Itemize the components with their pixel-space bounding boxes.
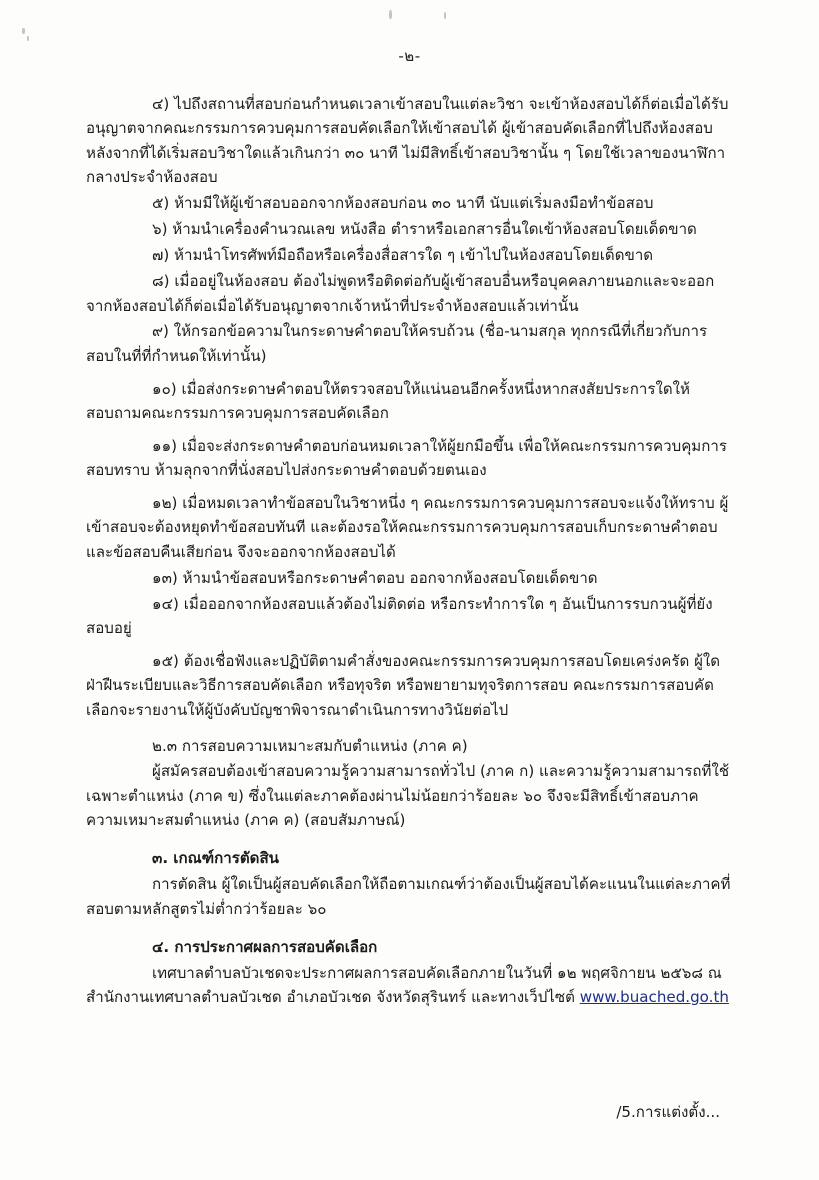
paragraph-item-5: ๕) ห้ามมีให้ผู้เข้าสอบออกจากห้องสอบก่อน ๓๐ นาที นับแต่เริ่มลงมือทำข้อสอบ [152, 194, 654, 213]
document-body [86, 92, 732, 1121]
scan-speck [444, 12, 446, 19]
section-4-body-text: เทศบาลตำบลบัวเชดจะประกาศผลการสอบคัดเลือกภายในวันที่ ๑๒ พฤศจิกายน ๒๕๖๘ ณ สำนักงานเทศบาลตำบลบัวเชด อำเภอบัวเชด จังหวัดสุรินทร์ และทางเว็ปไซต์ [86, 963, 722, 1007]
section-4-body [86, 961, 732, 1010]
section-3-body: การตัดสิน ผู้ใดเป็นผู้สอบคัดเลือกให้ถือตามเกณฑ์ว่าต้องเป็นผู้สอบได้คะแนนในแต่ละภาคที่สอบตามหลักสูตรไม่ต่ำกว่าร้อยละ ๖๐ [86, 875, 731, 918]
paragraph-item-4: ๔) ไปถึงสถานที่สอบก่อนกำหนดเวลาเข้าสอบในแต่ละวิชา จะเข้าห้องสอบได้ก็ต่อเมื่อได้รับอนุญาตจากคณะกรรมการควบคุมการสอบคัดเลือกให้เข้าสอบได้ ผู้เข้าสอบคัดเลือกที่ไปถึงห้องสอบหลังจากที่ได้เริ่มสอบวิชาใดแล้วเกินกว่า ๓๐ นาที ไม่มีสิทธิ์เข้าสอบวิชานั้น ๆ โดยใช้เวลาของนาฬิกากลางประจำห้องสอบ [86, 95, 729, 187]
scan-speck [27, 36, 29, 41]
page-footer-note: /5.การแต่งตั้ง... [616, 1103, 720, 1121]
paragraph-item-11: ๑๑) เมื่อจะส่งกระดาษคำตอบก่อนหมดเวลาให้ผู้ยกมือขึ้น เพื่อให้คณะกรรมการควบคุมการสอบทราบ ห้ามลุกจากที่นั่งสอบไปส่งกระดาษคำตอบด้วยตนเอง [86, 436, 727, 480]
paragraph-item-8: ๘) เมื่ออยู่ในห้องสอบ ต้องไม่พูดหรือติดต่อกับผู้เข้าสอบอื่นหรือบุคคลภายนอกและจะออกจากห้องสอบได้ก็ต่อเมื่อได้รับอนุญาตจากเจ้าหน้าที่ประจำห้องสอบแล้วเท่านั้น [86, 272, 715, 315]
subsection-2-3-body: ผู้สมัครสอบต้องเข้าสอบความรู้ความสามารถทั่วไป (ภาค ก) และความรู้ความสามารถที่ใช้เฉพาะตำแหน่ง (ภาค ข) ซึ่งในแต่ละภาคต้องผ่านไม่น้อยกว่าร้อยละ ๖๐ จึงจะมีสิทธิ์เข้าสอบภาคความเหมาะสมตำแหน่ง (ภาค ค) (สอบสัมภาษณ์) [86, 762, 730, 830]
paragraph-item-13: ๑๓) ห้ามนำข้อสอบหรือกระดาษคำตอบ ออกจากห้องสอบโดยเด็ดขาด [152, 568, 598, 587]
subsection-2-3-heading: ๒.๓ การสอบความเหมาะสมกับตำแหน่ง (ภาค ค) [152, 736, 468, 755]
paragraph-item-14: ๑๔) เมื่อออกจากห้องสอบแล้วต้องไม่ติดต่อ หรือกระทำการใด ๆ อันเป็นการรบกวนผู้ที่ยังสอบอยู่ [86, 594, 713, 638]
paragraph-item-6: ๖) ห้ามนำเครื่องคำนวณเลข หนังสือ ตำราหรือเอกสารอื่นใดเข้าห้องสอบโดยเด็ดขาด [152, 220, 697, 239]
scan-speck [22, 28, 25, 34]
paragraph-item-12: ๑๒) เมื่อหมดเวลาทำข้อสอบในวิชาหนึ่ง ๆ คณะกรรมการควบคุมการสอบจะแจ้งให้ทราบ ผู้เข้าสอบจะต้องหยุดทำข้อสอบทันที และต้องรอให้คณะกรรมการควบคุมการสอบเก็บกระดาษคำตอบและข้อสอบคืนเสียก่อน จึงจะออกจากห้องสอบได้ [86, 493, 729, 561]
paragraph-item-15: ๑๕) ต้องเชื่อฟังและปฏิบัติตามคำสั่งของคณะกรรมการควบคุมการสอบโดยเคร่งครัด ผู้ใดฝ่าฝืนระเบียบและวิธีการสอบคัดเลือก หรือทุจริต หรือพยายามทุจริตการสอบ คณะกรรมการสอบคัดเลือกจะรายงานให้ผู้บังคับบัญชาพิจารณาดำเนินการทางวินัยต่อไป [86, 651, 721, 719]
paragraph-item-10: ๑๐) เมื่อส่งกระดาษคำตอบให้ตรวจสอบให้แน่นอนอีกครั้งหนึ่งหากสงสัยประการใดให้สอบถามคณะกรรมการควบคุมการสอบคัดเลือก [86, 379, 690, 423]
section-4-heading: ๔. การประกาศผลการสอบคัดเลือก [152, 937, 378, 956]
website-link[interactable]: www.buached.go.th [579, 988, 729, 1007]
paragraph-item-9: ๙) ให้กรอกข้อความในกระดาษคำตอบให้ครบถ้วน (ชื่อ-นามสกุล ทุกกรณีที่เกี่ยวกับการสอบในที่ที่กำหนดให้เท่านั้น) [86, 322, 708, 365]
page-number: -๒- [398, 47, 421, 65]
scan-speck [389, 10, 392, 19]
section-3-heading: ๓. เกณฑ์การตัดสิน [152, 849, 279, 868]
paragraph-item-7: ๗) ห้ามนำโทรศัพท์มือถือหรือเครื่องสื่อสารใด ๆ เข้าไปในห้องสอบโดยเด็ดขาด [152, 246, 654, 265]
